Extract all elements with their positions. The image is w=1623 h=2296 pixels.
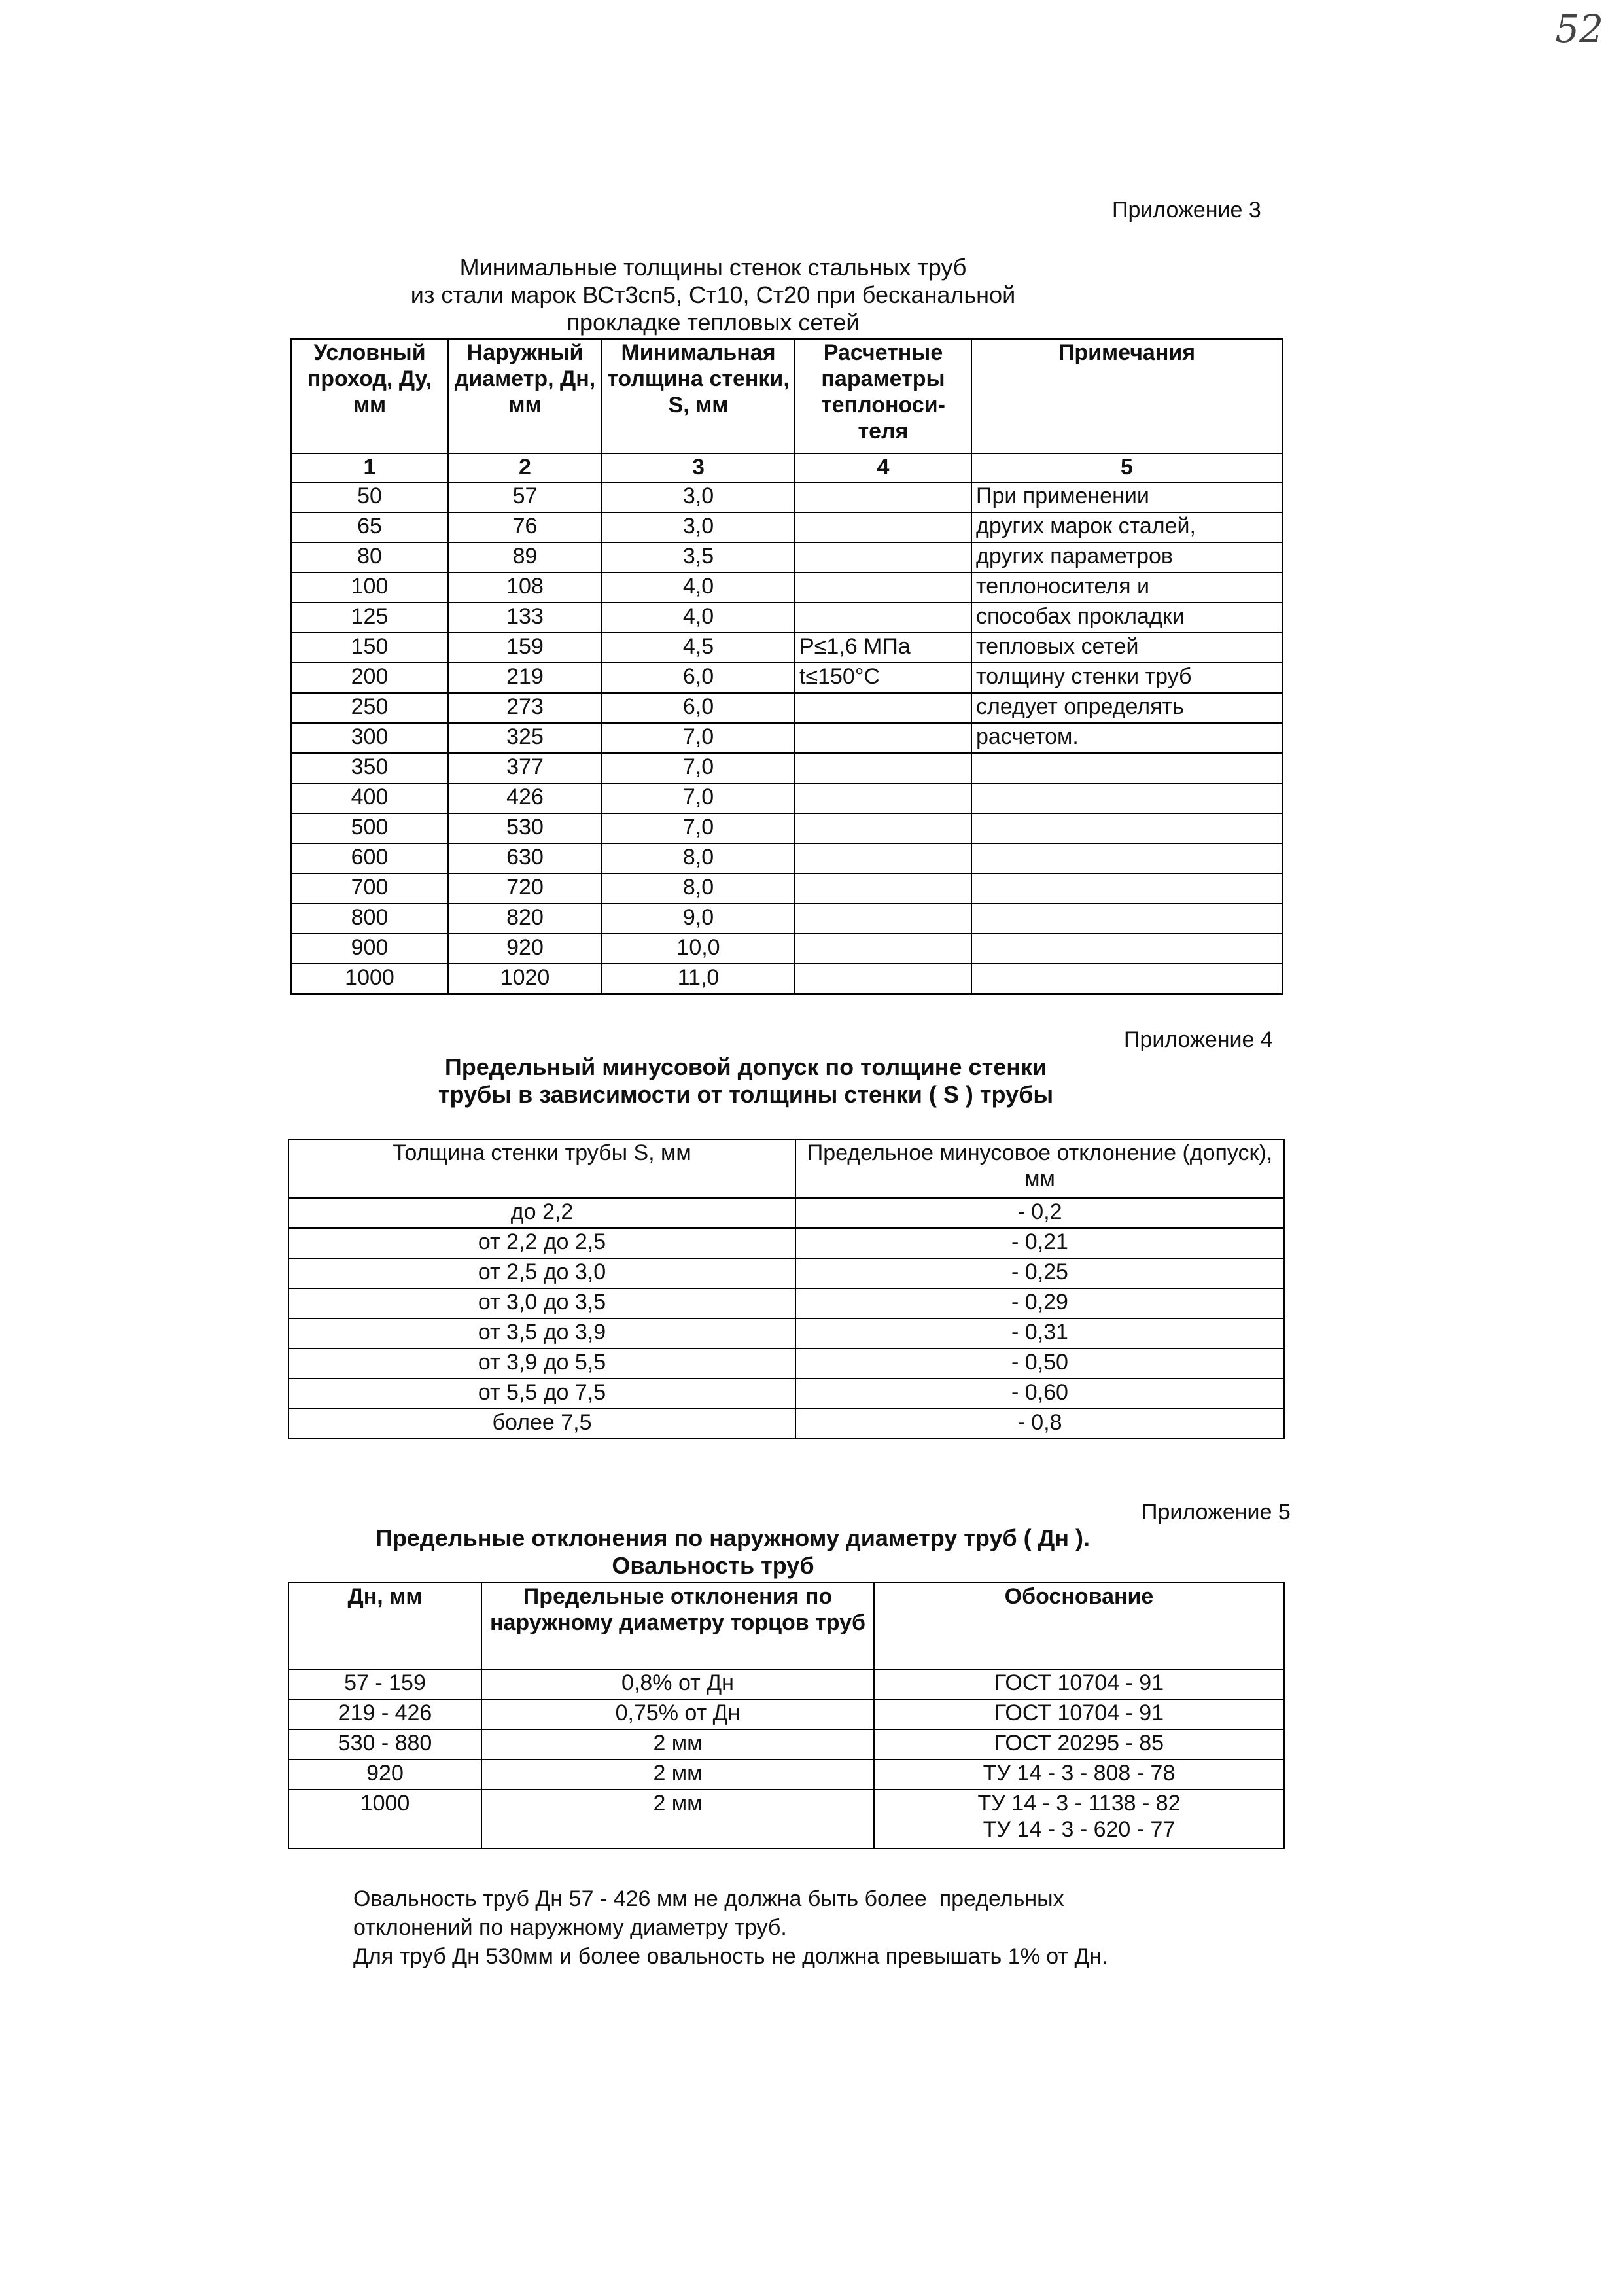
column-number: 5	[971, 453, 1282, 482]
table-cell: 720	[448, 874, 602, 904]
table-cell: 6,0	[602, 693, 795, 723]
table-row	[288, 1790, 1284, 1848]
table-cell: - 0,2	[795, 1198, 1284, 1228]
header-outer-diameter: Дн, мм	[288, 1583, 481, 1669]
table-cell: 2 мм	[481, 1759, 874, 1790]
table-cell: - 0,29	[795, 1288, 1284, 1318]
table-cell: 800	[291, 904, 448, 934]
table-cell: - 0,25	[795, 1258, 1284, 1288]
table-cell	[795, 964, 971, 994]
table-cell: других марок сталей,	[971, 512, 1282, 542]
table-row	[288, 1288, 1284, 1318]
table-cell: ГОСТ 10704 - 91	[874, 1699, 1284, 1729]
table-cell: 600	[291, 843, 448, 874]
table-row	[291, 874, 1282, 904]
table-cell: до 2,2	[288, 1198, 795, 1228]
table-cell: 350	[291, 753, 448, 783]
table-cell: других параметров	[971, 542, 1282, 573]
table-cell: 4,0	[602, 603, 795, 633]
table-cell: 76	[448, 512, 602, 542]
minus-tolerance-table	[288, 1139, 1285, 1439]
table-row	[288, 1228, 1284, 1258]
appendix-3-title-line: прокладке тепловых сетей	[567, 309, 860, 336]
table-cell	[795, 512, 971, 542]
wall-thickness-table	[290, 338, 1283, 995]
table-header-row	[288, 1139, 1284, 1198]
table-cell: 50	[291, 482, 448, 512]
table-cell	[795, 542, 971, 573]
table-cell: 10,0	[602, 934, 795, 964]
table-cell: 133	[448, 603, 602, 633]
table-cell: 8,0	[602, 843, 795, 874]
table-cell	[795, 874, 971, 904]
table-row	[291, 813, 1282, 843]
appendix-4-label: Приложение 4	[1124, 1027, 1273, 1052]
table-cell: - 0,21	[795, 1228, 1284, 1258]
table-cell: 219	[448, 663, 602, 693]
table-row	[288, 1409, 1284, 1439]
table-header-row	[288, 1583, 1284, 1669]
table-cell: расчетом.	[971, 723, 1282, 753]
table-cell: ГОСТ 10704 - 91	[874, 1669, 1284, 1699]
column-number: 2	[448, 453, 602, 482]
table-row	[291, 663, 1282, 693]
table-row	[291, 512, 1282, 542]
header-outer-diameter: Наружный диаметр, Дн, мм	[448, 339, 602, 453]
table-cell: 125	[291, 603, 448, 633]
table-row	[288, 1379, 1284, 1409]
page-number: 52	[1555, 7, 1603, 51]
table-cell: 3,5	[602, 542, 795, 573]
table-cell: от 2,2 до 2,5	[288, 1228, 795, 1258]
table-row	[291, 633, 1282, 663]
table-cell: 820	[448, 904, 602, 934]
table-cell: 3,0	[602, 482, 795, 512]
table-cell: 219 - 426	[288, 1699, 481, 1729]
table-row	[291, 482, 1282, 512]
table-cell	[795, 482, 971, 512]
table-cell: - 0,60	[795, 1379, 1284, 1409]
table-cell: 920	[288, 1759, 481, 1790]
table-cell: толщину стенки труб	[971, 663, 1282, 693]
table-cell: 65	[291, 512, 448, 542]
table-cell: более 7,5	[288, 1409, 795, 1439]
table-cell: 7,0	[602, 753, 795, 783]
table-cell	[795, 723, 971, 753]
table-row	[291, 843, 1282, 874]
table-cell: 1000	[288, 1790, 481, 1848]
table-cell: теплоносителя и	[971, 573, 1282, 603]
table-cell: тепловых сетей	[971, 633, 1282, 663]
table-row	[288, 1198, 1284, 1228]
table-cell: 325	[448, 723, 602, 753]
table-cell: от 3,9 до 5,5	[288, 1349, 795, 1379]
table-cell	[971, 874, 1282, 904]
appendix-4-title-line: трубы в зависимости от толщины стенки ( S ) трубы	[438, 1081, 1054, 1108]
table-cell: При применении	[971, 482, 1282, 512]
header-limit-deviation: Предельные отклонения по наружному диаметру торцов труб	[481, 1583, 874, 1669]
table-cell: от 5,5 до 7,5	[288, 1379, 795, 1409]
table-cell: 150	[291, 633, 448, 663]
column-number-row	[291, 453, 1282, 482]
table-row	[288, 1669, 1284, 1699]
table-cell: 9,0	[602, 904, 795, 934]
table-cell: 4,0	[602, 573, 795, 603]
table-cell	[795, 693, 971, 723]
table-cell	[795, 783, 971, 813]
note-line: отклонений по наружному диаметру труб.	[353, 1915, 787, 1940]
table-row	[288, 1759, 1284, 1790]
ovality-notes	[353, 1884, 1465, 1971]
table-cell: от 3,5 до 3,9	[288, 1318, 795, 1349]
table-cell: 200	[291, 663, 448, 693]
table-cell: 250	[291, 693, 448, 723]
table-cell: 100	[291, 573, 448, 603]
table-cell: 400	[291, 783, 448, 813]
table-cell: ТУ 14 - 3 - 1138 - 82 ТУ 14 - 3 - 620 - 77	[874, 1790, 1284, 1848]
table-row	[288, 1349, 1284, 1379]
table-cell	[795, 934, 971, 964]
table-cell: 273	[448, 693, 602, 723]
appendix-5-label: Приложение 5	[1142, 1500, 1291, 1525]
table-row	[291, 783, 1282, 813]
table-row	[291, 693, 1282, 723]
table-cell	[971, 934, 1282, 964]
note-line: Овальность труб Дн 57 - 426 мм не должна быть более предельных	[353, 1886, 1064, 1911]
table-cell: 80	[291, 542, 448, 573]
table-cell: 57 - 159	[288, 1669, 481, 1699]
table-cell: 1020	[448, 964, 602, 994]
table-cell	[971, 843, 1282, 874]
table-cell: 0,75% от Дн	[481, 1699, 874, 1729]
header-justification: Обоснование	[874, 1583, 1284, 1669]
table-cell: ТУ 14 - 3 - 808 - 78	[874, 1759, 1284, 1790]
table-cell: - 0,8	[795, 1409, 1284, 1439]
table-cell	[795, 573, 971, 603]
column-number: 4	[795, 453, 971, 482]
table-header-row	[291, 339, 1282, 453]
table-cell: ГОСТ 20295 - 85	[874, 1729, 1284, 1759]
table-cell: 500	[291, 813, 448, 843]
table-cell: 2 мм	[481, 1729, 874, 1759]
table-cell	[971, 813, 1282, 843]
table-cell	[971, 783, 1282, 813]
table-cell	[795, 843, 971, 874]
table-row	[291, 934, 1282, 964]
table-row	[288, 1729, 1284, 1759]
table-cell	[795, 904, 971, 934]
table-cell: 0,8% от Дн	[481, 1669, 874, 1699]
header-wall-thickness: Толщина стенки трубы S, мм	[288, 1139, 795, 1198]
appendix-5-title	[353, 1525, 1112, 1580]
table-cell: 159	[448, 633, 602, 663]
table-cell: от 2,5 до 3,0	[288, 1258, 795, 1288]
header-design-parameters: Расчетные параметры теплоноси-теля	[795, 339, 971, 453]
table-cell: 530	[448, 813, 602, 843]
table-cell: 377	[448, 753, 602, 783]
appendix-3-title-line: из стали марок ВСт3сп5, Ст10, Ст20 при бесканальной	[410, 281, 1016, 308]
table-cell	[971, 753, 1282, 783]
table-cell: 89	[448, 542, 602, 573]
table-cell	[795, 603, 971, 633]
header-min-wall-thickness: Минимальная толщина стенки, S, мм	[602, 339, 795, 453]
table-row	[291, 723, 1282, 753]
column-number: 3	[602, 453, 795, 482]
table-cell: 8,0	[602, 874, 795, 904]
table-cell: 7,0	[602, 783, 795, 813]
table-cell: 4,5	[602, 633, 795, 663]
table-cell: - 0,31	[795, 1318, 1284, 1349]
table-row	[291, 603, 1282, 633]
table-cell: 700	[291, 874, 448, 904]
table-cell: 6,0	[602, 663, 795, 693]
appendix-3-title-line: Минимальные толщины стенок стальных труб	[459, 254, 967, 281]
table-row	[288, 1699, 1284, 1729]
table-row	[288, 1318, 1284, 1349]
table-cell: 7,0	[602, 723, 795, 753]
table-row	[291, 542, 1282, 573]
table-cell: 1000	[291, 964, 448, 994]
appendix-4-title-line: Предельный минусовой допуск по толщине стенки	[444, 1053, 1047, 1080]
appendix-3-title	[288, 254, 1138, 336]
table-cell: следует определять	[971, 693, 1282, 723]
table-row	[291, 964, 1282, 994]
table-cell	[795, 753, 971, 783]
table-cell: 2 мм	[481, 1790, 874, 1848]
appendix-4-title	[353, 1053, 1138, 1108]
table-cell: от 3,0 до 3,5	[288, 1288, 795, 1318]
table-cell: - 0,50	[795, 1349, 1284, 1379]
table-cell: t≤150°С	[795, 663, 971, 693]
column-number: 1	[291, 453, 448, 482]
table-cell: 300	[291, 723, 448, 753]
table-cell: 630	[448, 843, 602, 874]
appendix-5-title-line: Овальность труб	[612, 1552, 814, 1579]
table-cell: 920	[448, 934, 602, 964]
header-nominal-bore: Условный проход, Ду, мм	[291, 339, 448, 453]
note-line: Для труб Дн 530мм и более овальность не должна превышать 1% от Дн.	[353, 1944, 1108, 1969]
table-cell: Р≤1,6 МПа	[795, 633, 971, 663]
header-notes: Примечания	[971, 339, 1282, 453]
table-cell: 108	[448, 573, 602, 603]
appendix-5-title-line: Предельные отклонения по наружному диаметру труб ( Дн ).	[375, 1525, 1091, 1551]
table-cell: 530 - 880	[288, 1729, 481, 1759]
table-cell: 900	[291, 934, 448, 964]
table-cell: 3,0	[602, 512, 795, 542]
table-row	[291, 573, 1282, 603]
table-cell: 11,0	[602, 964, 795, 994]
table-cell	[971, 904, 1282, 934]
table-cell	[795, 813, 971, 843]
header-minus-deviation: Предельное минусовое отклонение (допуск), мм	[795, 1139, 1284, 1198]
table-cell	[971, 964, 1282, 994]
table-cell: 57	[448, 482, 602, 512]
table-cell: 7,0	[602, 813, 795, 843]
diameter-deviation-table	[288, 1582, 1285, 1849]
table-cell: способах прокладки	[971, 603, 1282, 633]
table-row	[291, 904, 1282, 934]
table-cell: 426	[448, 783, 602, 813]
table-row	[288, 1258, 1284, 1288]
table-row	[291, 753, 1282, 783]
appendix-3-label: Приложение 3	[1112, 198, 1261, 222]
